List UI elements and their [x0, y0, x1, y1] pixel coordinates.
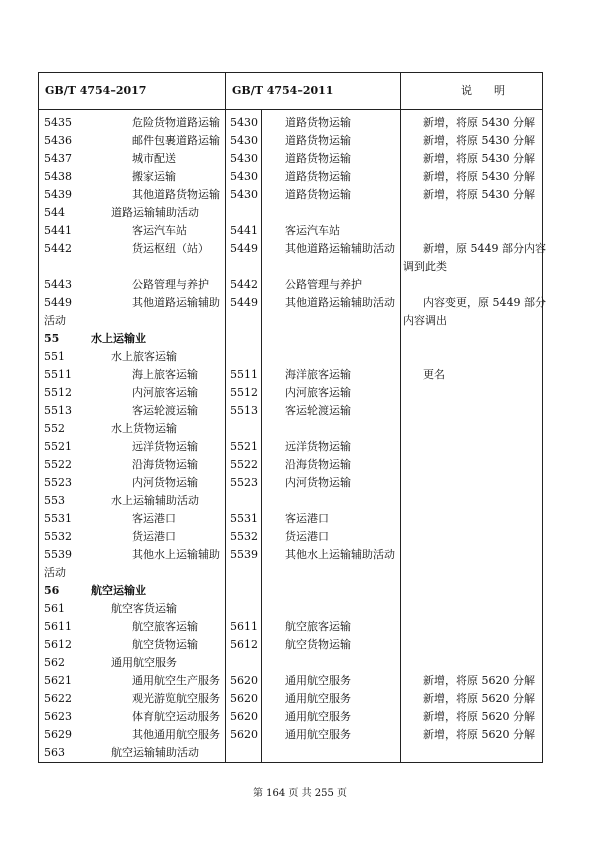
cell-note: 更名	[423, 368, 445, 381]
cell-new-code: 5511	[44, 368, 72, 381]
table-row	[39, 654, 544, 672]
cell-old-name: 道路货物运输	[285, 134, 351, 147]
cell-old-code: 5430	[230, 134, 258, 147]
cell-old-name: 客运港口	[285, 512, 329, 525]
cell-old-name: 远洋货物运输	[285, 440, 351, 453]
header-new-standard: GB/T 4754–2017	[45, 84, 147, 97]
cell-old-code: 5611	[230, 620, 258, 633]
cell-new-code: 5612	[44, 638, 72, 651]
cell-new-code: 活动	[44, 314, 66, 327]
cell-new-code: 5523	[44, 476, 72, 489]
cell-old-name: 航空旅客运输	[285, 620, 351, 633]
cell-new-name: 航空运输业	[91, 584, 146, 597]
cell-new-name: 其他水上运输辅助	[132, 548, 220, 561]
cell-old-code: 5449	[230, 242, 258, 255]
cell-old-name: 内河货物运输	[285, 476, 351, 489]
table-row	[39, 240, 544, 258]
table-row	[39, 474, 544, 492]
page-number: 第 164 页 共 255 页	[252, 788, 348, 799]
cell-new-code: 5442	[44, 242, 72, 255]
cell-old-code: 5430	[230, 116, 258, 129]
cell-new-name: 货运港口	[132, 530, 176, 543]
cell-old-name: 其他道路运输辅助活动	[285, 296, 395, 309]
table-row	[39, 402, 544, 420]
table-row	[39, 168, 544, 186]
cell-new-name: 客运轮渡运输	[132, 404, 198, 417]
cell-new-name: 危险货物道路运输	[132, 116, 220, 129]
cell-new-code: 561	[44, 602, 65, 615]
table-row	[39, 564, 544, 582]
cell-new-code: 5522	[44, 458, 72, 471]
cell-old-code: 5512	[230, 386, 258, 399]
table-row	[39, 330, 544, 348]
cell-old-code: 5441	[230, 224, 258, 237]
cell-new-name: 公路管理与养护	[132, 278, 209, 291]
cell-note: 内容变更，原 5449 部分	[423, 296, 546, 309]
cell-old-code: 5442	[230, 278, 258, 291]
table-row	[39, 276, 544, 294]
cell-old-code: 5612	[230, 638, 258, 651]
cell-new-name: 道路运输辅助活动	[111, 206, 199, 219]
cell-new-name: 航空货物运输	[132, 638, 198, 651]
table-row	[39, 204, 544, 222]
cell-old-code: 5449	[230, 296, 258, 309]
cell-old-code: 5532	[230, 530, 258, 543]
table-row	[39, 258, 544, 276]
cell-new-name: 其他道路货物运输	[132, 188, 220, 201]
cell-old-name: 道路货物运输	[285, 188, 351, 201]
cell-new-code: 5437	[44, 152, 72, 165]
table-row	[39, 528, 544, 546]
cell-old-name: 道路货物运输	[285, 116, 351, 129]
cell-new-code: 55	[44, 332, 60, 345]
cell-old-name: 内河旅客运输	[285, 386, 351, 399]
cell-old-code: 5620	[230, 692, 258, 705]
cell-new-name: 沿海货物运输	[132, 458, 198, 471]
cell-new-name: 客运港口	[132, 512, 176, 525]
cell-note: 新增，将原 5430 分解	[423, 170, 535, 183]
table-row	[39, 366, 544, 384]
table-row	[39, 456, 544, 474]
table-row	[39, 672, 544, 690]
cell-old-name: 客运轮渡运输	[285, 404, 351, 417]
cell-old-name: 道路货物运输	[285, 170, 351, 183]
cell-new-code: 563	[44, 746, 65, 759]
cell-new-code: 552	[44, 422, 65, 435]
cell-new-code: 56	[44, 584, 60, 597]
cell-new-name: 城市配送	[132, 152, 176, 165]
cell-old-code: 5511	[230, 368, 258, 381]
cell-new-name: 航空旅客运输	[132, 620, 198, 633]
cell-old-name: 货运港口	[285, 530, 329, 543]
cell-note: 新增，原 5449 部分内容	[423, 242, 546, 255]
table-row	[39, 492, 544, 510]
header-notes: 说 明	[461, 84, 505, 97]
table-row	[39, 222, 544, 240]
cell-new-code: 5438	[44, 170, 72, 183]
cell-new-code: 5629	[44, 728, 72, 741]
cell-new-code: 5611	[44, 620, 72, 633]
header-divider-1	[225, 73, 226, 109]
cell-new-code: 544	[44, 206, 65, 219]
header-old-standard: GB/T 4754–2011	[232, 84, 334, 97]
table-row	[39, 348, 544, 366]
cell-new-name: 通用航空生产服务	[132, 674, 220, 687]
cell-old-code: 5430	[230, 170, 258, 183]
cell-old-code: 5430	[230, 152, 258, 165]
cell-new-code: 5512	[44, 386, 72, 399]
cell-old-name: 其他道路运输辅助活动	[285, 242, 395, 255]
cell-old-name: 沿海货物运输	[285, 458, 351, 471]
cell-new-name: 航空客货运输	[111, 602, 177, 615]
cell-note: 新增，将原 5620 分解	[423, 674, 535, 687]
table-row	[39, 420, 544, 438]
cell-new-name: 其他通用航空服务	[132, 728, 220, 741]
cell-note: 调到此类	[403, 260, 447, 273]
cell-note: 新增，将原 5620 分解	[423, 728, 535, 741]
table-row	[39, 546, 544, 564]
cell-old-code: 5430	[230, 188, 258, 201]
cell-new-code: 5439	[44, 188, 72, 201]
cell-old-code: 5620	[230, 728, 258, 741]
cell-old-name: 通用航空服务	[285, 710, 351, 723]
cell-new-code: 551	[44, 350, 65, 363]
cell-note: 新增，将原 5430 分解	[423, 116, 535, 129]
table-row	[39, 582, 544, 600]
cell-new-code: 5435	[44, 116, 72, 129]
cell-note: 新增，将原 5620 分解	[423, 710, 535, 723]
cell-old-name: 通用航空服务	[285, 674, 351, 687]
table-row	[39, 600, 544, 618]
cell-new-name: 水上运输业	[91, 332, 146, 345]
cell-new-name: 海上旅客运输	[132, 368, 198, 381]
cell-old-code: 5531	[230, 512, 258, 525]
cell-new-code: 活动	[44, 566, 66, 579]
cell-new-name: 内河旅客运输	[132, 386, 198, 399]
table-row	[39, 384, 544, 402]
cell-new-name: 航空运输辅助活动	[111, 746, 199, 759]
cell-old-name: 通用航空服务	[285, 692, 351, 705]
header-divider-2	[400, 73, 401, 109]
cell-old-name: 道路货物运输	[285, 152, 351, 165]
cell-new-code: 5539	[44, 548, 72, 561]
cell-new-name: 水上旅客运输	[111, 350, 177, 363]
cell-new-code: 5443	[44, 278, 72, 291]
cell-new-name: 货运枢纽（站）	[132, 242, 209, 255]
table-row	[39, 708, 544, 726]
cell-note: 新增，将原 5430 分解	[423, 152, 535, 165]
table-row	[39, 294, 544, 312]
table-body	[38, 110, 546, 763]
table-row	[39, 618, 544, 636]
cell-new-code: 5513	[44, 404, 72, 417]
cell-old-name: 通用航空服务	[285, 728, 351, 741]
cell-new-code: 562	[44, 656, 65, 669]
cell-old-code: 5620	[230, 674, 258, 687]
cell-old-code: 5522	[230, 458, 258, 471]
cell-new-code: 5622	[44, 692, 72, 705]
cell-old-name: 其他水上运输辅助活动	[285, 548, 395, 561]
cell-note: 新增，将原 5620 分解	[423, 692, 535, 705]
cell-new-name: 其他道路运输辅助	[132, 296, 220, 309]
cell-new-code: 5449	[44, 296, 72, 309]
table-row	[39, 132, 544, 150]
cell-note: 内容调出	[403, 314, 447, 327]
cell-old-name: 航空货物运输	[285, 638, 351, 651]
cell-new-code: 553	[44, 494, 65, 507]
cell-new-code: 5436	[44, 134, 72, 147]
cell-old-name: 海洋旅客运输	[285, 368, 351, 381]
cell-old-code: 5539	[230, 548, 258, 561]
cell-new-name: 水上运输辅助活动	[111, 494, 199, 507]
table-row	[39, 510, 544, 528]
cell-new-code: 5531	[44, 512, 72, 525]
cell-old-code: 5513	[230, 404, 258, 417]
cell-note: 新增，将原 5430 分解	[423, 134, 535, 147]
cell-old-name: 公路管理与养护	[285, 278, 362, 291]
cell-new-name: 远洋货物运输	[132, 440, 198, 453]
cell-new-name: 内河货物运输	[132, 476, 198, 489]
cell-new-code: 5521	[44, 440, 72, 453]
cell-new-name: 水上货物运输	[111, 422, 177, 435]
table-row	[39, 690, 544, 708]
cell-new-name: 客运汽车站	[132, 224, 187, 237]
cell-old-code: 5620	[230, 710, 258, 723]
cell-new-name: 通用航空服务	[111, 656, 177, 669]
cell-new-name: 体育航空运动服务	[132, 710, 220, 723]
cell-old-name: 客运汽车站	[285, 224, 340, 237]
cell-new-name: 邮件包裹道路运输	[132, 134, 220, 147]
table-row	[39, 438, 544, 456]
classification-table	[38, 72, 546, 763]
table-row	[39, 114, 544, 132]
table-header	[38, 72, 543, 110]
cell-new-name: 观光游览航空服务	[132, 692, 220, 705]
cell-new-code: 5623	[44, 710, 72, 723]
cell-old-code: 5521	[230, 440, 258, 453]
table-row	[39, 150, 544, 168]
cell-new-code: 5621	[44, 674, 72, 687]
table-row	[39, 186, 544, 204]
table-row	[39, 636, 544, 654]
cell-new-name: 搬家运输	[132, 170, 176, 183]
cell-new-code: 5441	[44, 224, 72, 237]
cell-note: 新增，将原 5430 分解	[423, 188, 535, 201]
table-row	[39, 726, 544, 744]
table-row	[39, 312, 544, 330]
cell-new-code: 5532	[44, 530, 72, 543]
cell-old-code: 5523	[230, 476, 258, 489]
table-row	[39, 744, 544, 762]
